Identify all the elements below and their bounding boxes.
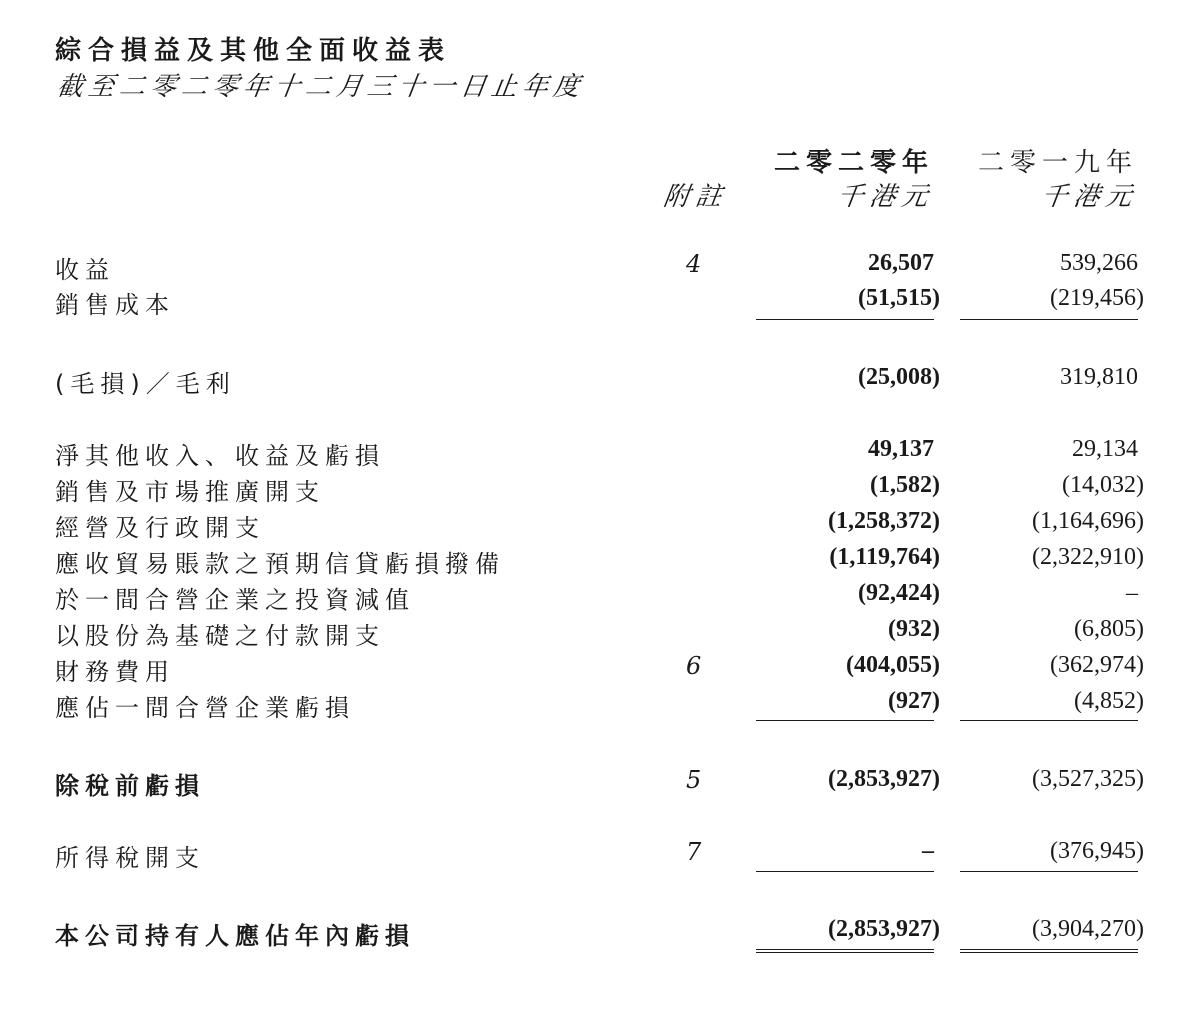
- row-note: 4: [686, 250, 702, 278]
- table-row: [0, 652, 1200, 688]
- row-label: 應佔一間合營企業虧損: [55, 694, 355, 722]
- subtotal-rule-2019: [960, 720, 1138, 721]
- row-label: 除稅前虧損: [55, 772, 205, 800]
- row-label: 財務費用: [55, 658, 175, 686]
- row-label: (毛損)／毛利: [55, 370, 236, 398]
- value-2019: (3,527,325): [1032, 766, 1144, 792]
- value-2020: (51,515): [858, 285, 940, 311]
- table-row: [0, 580, 1200, 616]
- row-label: 銷售及市場推廣開支: [55, 478, 325, 506]
- row-label: 以股份為基礎之付款開支: [55, 622, 385, 650]
- value-2019: (376,945): [1050, 838, 1144, 864]
- table-row: [0, 616, 1200, 652]
- value-2020: (1,119,764): [829, 544, 940, 570]
- table-row: [0, 472, 1200, 508]
- value-2020: (927): [888, 688, 940, 714]
- value-2019: –: [1126, 580, 1138, 606]
- row-note: 6: [686, 652, 702, 680]
- value-2020: (92,424): [858, 580, 940, 606]
- subtotal-rule-2019: [960, 871, 1138, 872]
- value-2020: (25,008): [858, 364, 940, 390]
- subtotal-rule-2020: [756, 871, 934, 872]
- row-label: 本公司持有人應佔年內虧損: [55, 922, 415, 950]
- table-row: [0, 916, 1200, 952]
- value-2020: (1,582): [870, 472, 940, 498]
- value-2019: (2,322,910): [1032, 544, 1144, 570]
- subtotal-rule-2019: [960, 319, 1138, 320]
- subtotal-rule-2020: [756, 720, 934, 721]
- subtotal-rule-2020: [756, 319, 934, 320]
- value-2020: 49,137: [868, 436, 934, 462]
- table-row: [0, 250, 1200, 286]
- value-2019: (362,974): [1050, 652, 1144, 678]
- value-2020: (404,055): [846, 652, 940, 678]
- row-label: 淨其他收入、收益及虧損: [55, 442, 385, 470]
- value-2020: –: [922, 838, 934, 864]
- statement-period: 截至二零二零年十二月三十一日止年度: [55, 72, 587, 102]
- unit-2019: 千港元: [1039, 182, 1140, 212]
- table-row: [0, 285, 1200, 321]
- table-row: [0, 508, 1200, 544]
- value-2019: (219,456): [1050, 285, 1144, 311]
- value-2019: 29,134: [1072, 436, 1138, 462]
- column-header-2019: 二零一九年: [977, 148, 1138, 178]
- value-2019: (6,805): [1074, 616, 1144, 642]
- value-2019: (1,164,696): [1032, 508, 1144, 534]
- row-label: 銷售成本: [55, 291, 175, 319]
- row-note: 5: [686, 766, 702, 794]
- table-row: [0, 838, 1200, 874]
- total-double-rule-2020: [756, 949, 934, 953]
- row-label: 應收貿易賬款之預期信貸虧損撥備: [55, 550, 505, 578]
- value-2020: (1,258,372): [828, 508, 940, 534]
- total-double-rule-2019: [960, 949, 1138, 953]
- table-row: [0, 766, 1200, 802]
- row-label: 所得稅開支: [55, 844, 205, 872]
- value-2020: 26,507: [868, 250, 934, 276]
- row-label: 於一間合營企業之投資減值: [55, 586, 415, 614]
- table-row: [0, 436, 1200, 472]
- row-label: 收益: [55, 256, 115, 284]
- value-2019: 539,266: [1060, 250, 1138, 276]
- value-2019: (4,852): [1074, 688, 1144, 714]
- unit-2020: 千港元: [835, 182, 936, 212]
- value-2020: (2,853,927): [828, 916, 940, 942]
- statement-title: 綜合損益及其他全面收益表: [55, 36, 452, 66]
- value-2020: (2,853,927): [828, 766, 940, 792]
- table-row: [0, 688, 1200, 724]
- row-label: 經營及行政開支: [55, 514, 265, 542]
- row-note: 7: [686, 838, 702, 866]
- value-2019: (14,032): [1062, 472, 1144, 498]
- value-2019: (3,904,270): [1032, 916, 1144, 942]
- value-2020: (932): [888, 616, 940, 642]
- value-2019: 319,810: [1060, 364, 1138, 390]
- note-column-header: 附註: [661, 182, 730, 212]
- column-header-2020: 二零二零年: [773, 148, 934, 178]
- table-row: [0, 544, 1200, 580]
- table-row: [0, 364, 1200, 400]
